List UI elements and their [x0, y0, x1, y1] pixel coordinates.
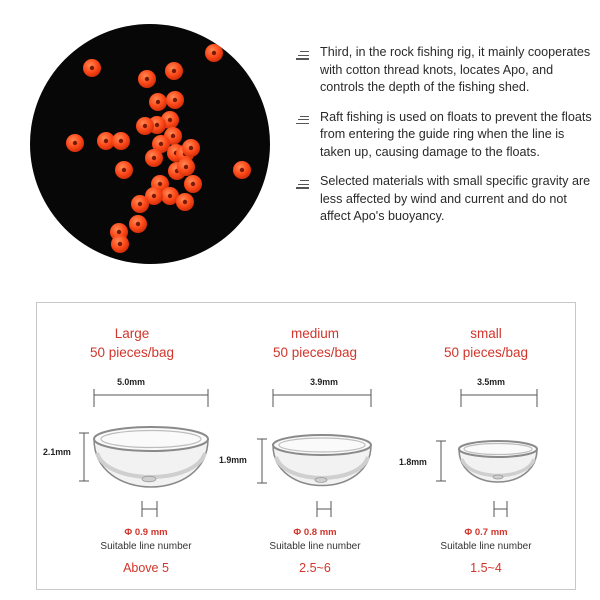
line-number-value: Above 5	[123, 561, 169, 575]
bead-hole-mark	[183, 200, 187, 204]
size-spec-panel	[36, 302, 576, 590]
size-name: small	[470, 326, 502, 341]
line-number-label: Suitable line number	[100, 541, 192, 552]
bead-hole-mark	[155, 123, 159, 127]
bead-hole-mark	[136, 222, 140, 226]
list-lines-icon	[296, 51, 309, 60]
diameter-label: 3.5mm	[477, 377, 505, 387]
bead-hole-mark	[173, 98, 177, 102]
list-lines-icon	[296, 180, 309, 189]
line-number-value: 1.5~4	[470, 561, 502, 575]
feature-text: Third, in the rock fishing rig, it mainly cooperates with cotton thread knots, locates Apo, and controls the depth of the fishing shed.	[320, 45, 591, 94]
bead-hole-mark	[73, 141, 77, 145]
list-lines-icon	[296, 116, 309, 125]
size-pack: 50 pieces/bag	[272, 345, 358, 360]
bead-hole-mark	[138, 202, 142, 206]
bead-hole-mark	[159, 142, 163, 146]
bead-hole-mark	[212, 51, 216, 55]
size-name: medium	[290, 326, 339, 341]
height-label: 1.9mm	[219, 455, 247, 465]
bead-hole-mark	[118, 242, 122, 246]
bead-hole-mark	[240, 168, 244, 172]
size-pack: 50 pieces/bag	[443, 345, 529, 360]
bead-hole-mark	[168, 118, 172, 122]
diameter-label: 3.9mm	[310, 377, 338, 387]
bead-hole-mark	[191, 182, 195, 186]
feature-text: Selected materials with small specific gravity are less affected by wind and current and do not affect Apo's buoyancy.	[320, 174, 591, 223]
bead-hole-mark	[171, 134, 175, 138]
bead-hole-mark	[117, 230, 121, 234]
bead-hole-mark	[152, 194, 156, 198]
feature-list	[292, 44, 592, 238]
line-number-value: 2.5~6	[299, 561, 331, 575]
hole-diameter: Φ 0.8 mm	[293, 527, 337, 538]
bead-hole-mark	[143, 124, 147, 128]
size-medium	[217, 303, 413, 591]
bead-hole-mark	[122, 168, 126, 172]
bead-hole-mark	[172, 69, 176, 73]
size-pack: 50 pieces/bag	[89, 345, 175, 360]
hole-diameter: Φ 0.7 mm	[464, 527, 508, 538]
height-label: 2.1mm	[43, 447, 71, 457]
height-label: 1.8mm	[399, 457, 427, 467]
line-number-label: Suitable line number	[269, 541, 361, 552]
bead-hole-mark	[168, 194, 172, 198]
feature-text: Raft fishing is used on floats to prevent the floats from entering the guide ring when the line is taken up, causing damage to the floats.	[320, 109, 592, 159]
size-large	[37, 303, 227, 591]
bead-hole-mark	[152, 156, 156, 160]
bead-hole-mark	[158, 182, 162, 186]
bead-hole-mark	[119, 139, 123, 143]
feature-item	[292, 109, 592, 162]
bead-hole-mark	[104, 139, 108, 143]
bead-hole-mark	[189, 146, 193, 150]
product-photo	[30, 24, 270, 264]
bead-hole-mark	[156, 100, 160, 104]
bead-hole-mark	[145, 77, 149, 81]
bead-hole-mark	[184, 165, 188, 169]
feature-item	[292, 173, 592, 226]
size-small	[397, 303, 575, 591]
hole-diameter: Φ 0.9 mm	[124, 527, 168, 538]
feature-item	[292, 44, 592, 97]
bead-hole-mark	[90, 66, 94, 70]
size-name: Large	[114, 326, 150, 341]
beads-illustration	[30, 24, 270, 264]
diameter-label: 5.0mm	[117, 377, 145, 387]
line-number-label: Suitable line number	[440, 541, 532, 552]
